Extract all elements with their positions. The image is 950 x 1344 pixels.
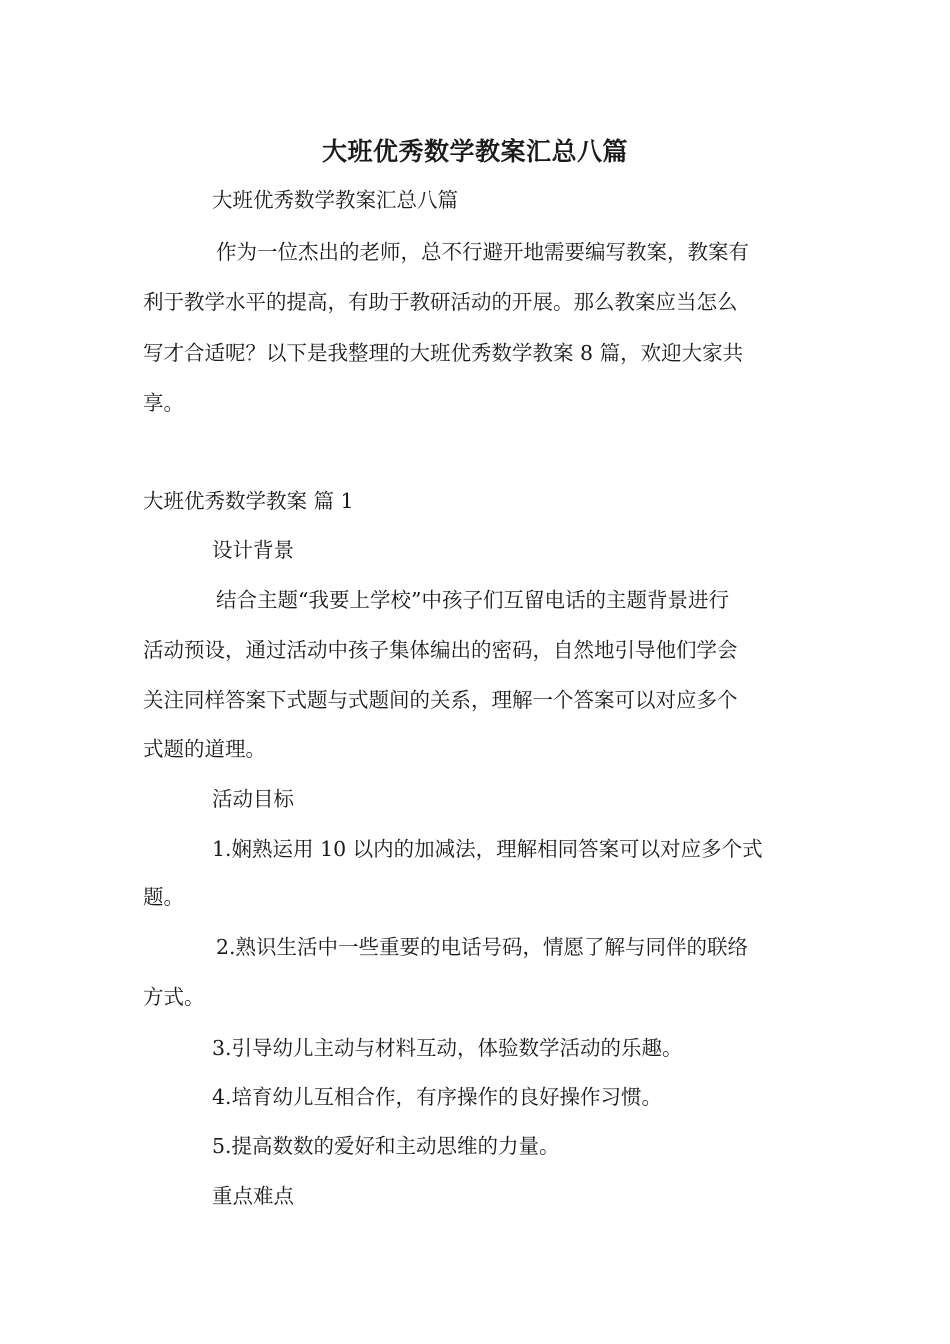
goal-item: 4.培育幼儿互相合作，有序操作的良好操作习惯。 (212, 1085, 663, 1109)
design-background-line: 式题的道理。 (143, 737, 266, 761)
section-heading: 大班优秀数学教案 篇 1 (143, 489, 354, 513)
intro-line: 利于教学水平的提高，有助于教研活动的开展。那么教案应当怎么 (143, 290, 738, 314)
goal-item: 3.引导幼儿主动与材料互动，体验数学活动的乐趣。 (212, 1036, 683, 1060)
page-title: 大班优秀数学教案汇总八篇 (321, 137, 628, 166)
design-background-heading: 设计背景 (212, 538, 294, 562)
goal-item: 1.娴熟运用 10 以内的加减法，理解相同答案可以对应多个式 (212, 837, 763, 861)
design-background-line: 结合主题“我要上学校”中孩子们互留电话的主题背景进行 (216, 588, 729, 612)
subtitle: 大班优秀数学教案汇总八篇 (212, 188, 458, 212)
intro-line: 享。 (143, 391, 184, 415)
goals-heading: 活动目标 (212, 787, 294, 811)
goal-item: 方式。 (143, 985, 205, 1009)
intro-line: 写才合适呢？以下是我整理的大班优秀数学教案 8 篇，欢迎大家共 (143, 341, 744, 365)
intro-line: 作为一位杰出的老师，总不行避开地需要编写教案，教案有 (216, 240, 749, 264)
goal-item: 5.提高数数的爱好和主动思维的力量。 (212, 1134, 560, 1158)
goal-item: 2.熟识生活中一些重要的电话号码，情愿了解与同伴的联络 (216, 935, 749, 959)
goal-item: 题。 (143, 885, 184, 909)
design-background-line: 活动预设，通过活动中孩子集体编出的密码，自然地引导他们学会 (143, 638, 738, 662)
key-points-heading: 重点难点 (212, 1184, 294, 1208)
design-background-line: 关注同样答案下式题与式题间的关系，理解一个答案可以对应多个 (143, 688, 738, 712)
